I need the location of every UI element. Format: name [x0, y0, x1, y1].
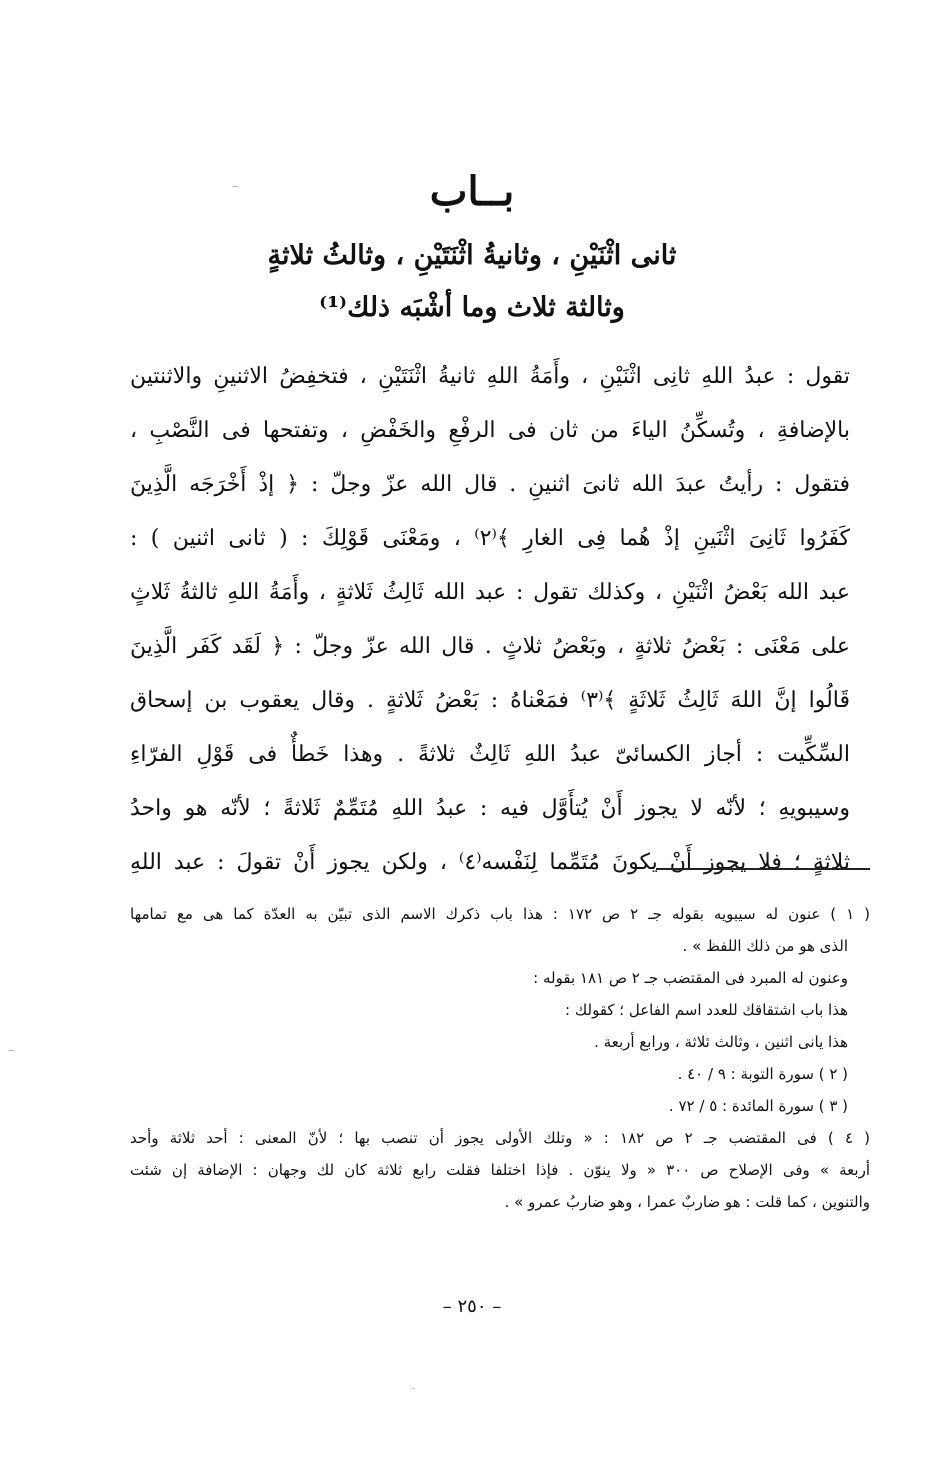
body-line: عبد الله بَعْضُ اثْنَيْنِ ، وكذلك تقول : عبد الله ثَالِثُ ثَلاثةٍ ، وأَمَةُ اللهِ ثالثةُ ثَلاثٍ	[130, 580, 850, 605]
footnote-line: الذى هو من ذلك اللفظ » .	[682, 937, 848, 955]
footnote-line: هذا باب اشتقاقك للعدد اسم الفاعل ؛ كقولك :	[565, 1001, 848, 1019]
body-line: ثلاثةٍ ؛ فلا يجوز أَنْ يكونَ مُتَمِّما لِنَفْسه⁽٤⁾ ، ولكن يجوز أَنْ تقولَ : عبد اللهِ	[130, 850, 850, 875]
footnote-line: ( ١ ) عنون له سيبويه بقوله جـ ٢ ص ١٧٢ : هذا باب ذكرك الاسم الذى تبيّن به العدّة كما هى مع تمامها	[130, 905, 870, 923]
body-text	[130, 350, 850, 890]
footnote-line: ( ٤ ) فى المقتضب جـ ٢ ص ١٨٢ : « وتلك الأولى يجوز أن تنصب بها ؛ لأنّ المعنى : أحد ثلاثة وأحد	[130, 1129, 870, 1147]
footnote-line: أربعة » وفى الإصلاح ص ٣٠٠ « ولا ينوّن . فإذا اختلفا فقلت رابع ثلاثة كان لك وجهان : الإضافة إن شئت	[130, 1161, 870, 1179]
chapter-subtitle-line-2: وثالثة ثلاث وما أشْبَه ذلك⁽¹⁾	[319, 292, 625, 323]
chapter-title: بــاب	[429, 168, 515, 215]
footnote-line: ( ٣ ) سورة المائدة : ٥ / ٧٢ .	[668, 1097, 848, 1115]
footnote-line: والتنوين ، كما قلت : هو ضاربٌ عمرا ، وهو ضاربُ عمرو » .	[504, 1193, 870, 1211]
body-line: كَفَرُوا ثَانِىَ اثْنَينِ إذْ هُما فِى الغارِ ﴾⁽٢⁾ ، ومَعْنَى قَوْلِكَ : ( ثانى اثنين ) :	[130, 526, 850, 551]
body-line: فتقول : رأيتُ عبدَ الله ثانىَ اثنينِ . قال الله عزّ وجلّ : ﴿ إذْ أَخْرَجَه الَّذِينَ	[130, 472, 850, 497]
body-line: على مَعْنَى : بَعْضُ ثلاثةٍ ، وبَعْضُ ثلاثٍ . قال الله عزّ وجلّ : ﴿ لَقَد كَفَر الَّذِينَ	[130, 634, 850, 659]
footnote-line: هذا يانى اثنين ، وثالث ثلاثة ، ورابع أربعة .	[594, 1033, 848, 1051]
body-line: السِّكِّيت : أجاز الكسائىّ عبدُ اللهِ ثَالِثٌ ثلاثةً . وهذا خَطأٌ فى قَوْلِ الفرّاءِ	[130, 742, 850, 767]
footnote-line: ( ٢ ) سورة التوبة : ٩ / ٤٠ .	[677, 1065, 848, 1083]
body-line: وسيبويهِ ؛ لأنّه لا يجوز أَنْ يُتأَوَّل فيه : عبدُ اللهِ مُتَمِّمٌ ثَلاثةً ؛ لأنّه هو واحدُ	[130, 796, 850, 821]
chapter-subtitle-line-1: ثانى اثْنَيْنِ ، وثانيةُ اثْنَتَيْنِ ، وثالثُ ثلاثةٍ	[267, 240, 677, 271]
scan-speck	[8, 1050, 14, 1051]
footnote-separator	[656, 868, 870, 870]
body-line: بالإضافةِ ، وتُسكِّنُ الياءَ من ثان فى الرفْعِ والخَفْضِ ، وتفتحها فى النَّصْبِ ،	[130, 418, 850, 443]
page-number: – ٢٥٠ –	[442, 1296, 502, 1317]
body-line: تقول : عبدُ اللهِ ثانِى اثْنَيْنِ ، وأَمَةُ اللهِ ثانيةُ اثْنَتَيْنِ ، فتخفِضُ الاثنينِ والاثنتين	[130, 364, 850, 389]
scan-speck	[412, 1388, 415, 1389]
footnotes	[130, 898, 870, 1218]
body-line: قَالُوا إنَّ اللهَ ثَالِثُ ثَلاثَةٍ ﴾⁽٣⁾ فمَعْناهُ : بَعْضُ ثَلاثةٍ . وقال يعقوب بن إسحاق	[130, 688, 850, 713]
footnote-line: وعنون له المبرد فى المقتضب جـ ٢ ص ١٨١ بقوله :	[533, 969, 848, 987]
